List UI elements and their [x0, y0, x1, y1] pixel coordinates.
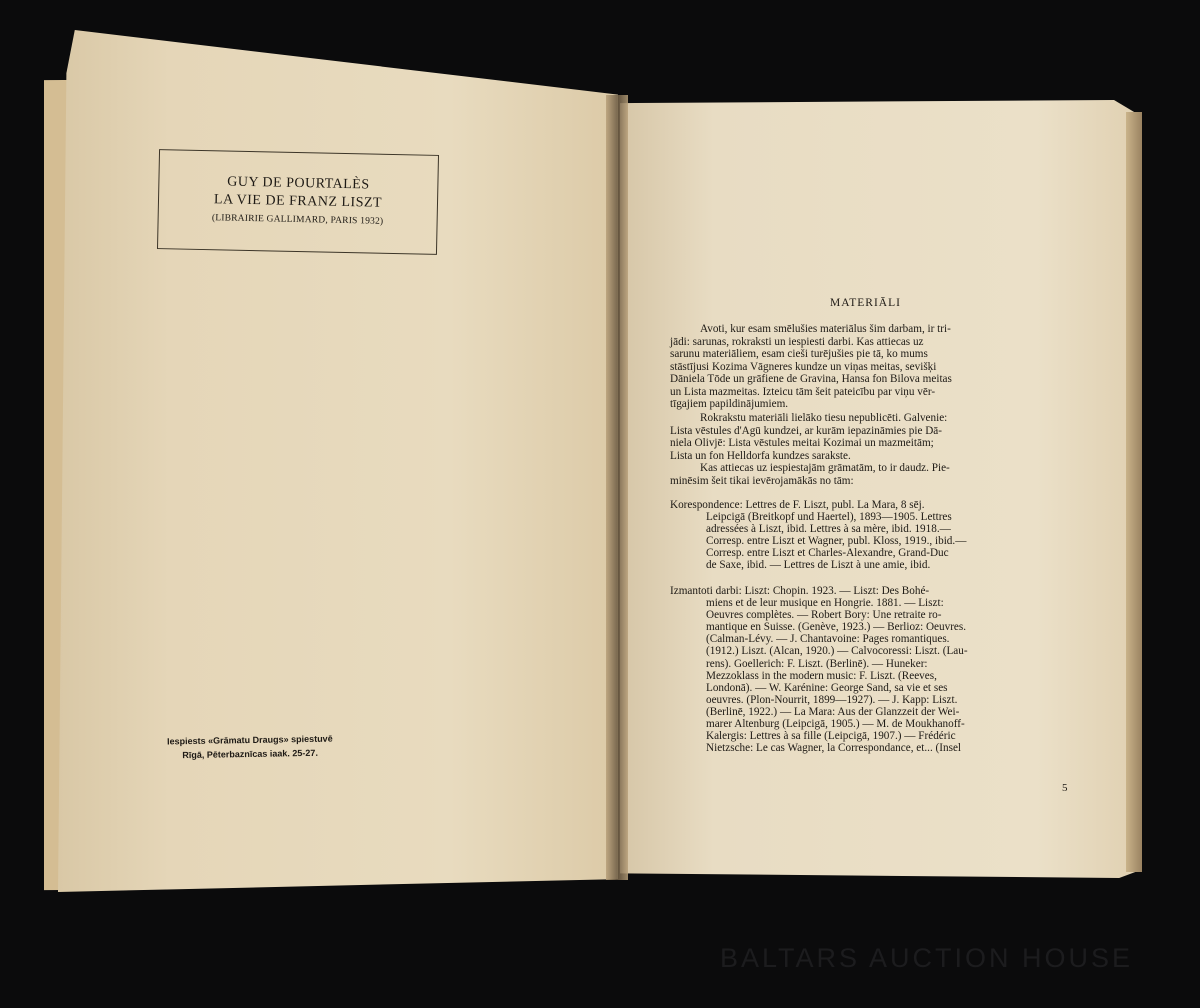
bibliography-korespondence [670, 499, 1070, 572]
text-line: (Berlinē, 1922.) — La Mara: Aus der Glanzzeit der Wei- [706, 705, 960, 718]
text-line: minēsim šeit tikai ievērojamākās no tām: [670, 474, 854, 487]
text-line: Lista vēstules d'Agū kundzei, ar kurām iepazināmies pie Dā- [670, 424, 942, 437]
bib-term: Korespondence: [670, 499, 743, 511]
text-line: adressées à Liszt, ibid. Lettres à sa mère, ibid. 1918.— [706, 523, 951, 536]
text-line: Kalergis: Lettres à sa fille (Leipcigā, 1907.) — Frédéric [706, 730, 956, 743]
text-line: miens et de leur musique en Hongrie. 1881. — Liszt: [706, 597, 944, 610]
plate-title: LA VIE DE FRANZ LISZT [213, 192, 383, 211]
bibliography-izmantoti [670, 585, 1070, 754]
watermark: BALTARS AUCTION HOUSE [720, 943, 1134, 973]
text-line: niela Olivjē: Lista vēstules meitai Kozimai un mazmeitām; [670, 437, 934, 449]
text-line: rens). Goellerich: F. Liszt. (Berlinē). — Huneker: [706, 657, 928, 670]
text-line: Kas attiecas uz iespiestajām grāmatām, to ir daudz. Pie- [700, 462, 950, 474]
text-line: Dāniela Tōde un grāfiene de Gravina, Hansa fon Bilova meitas [670, 373, 952, 385]
text-line: stāstījusi Kozima Vāgneres kundze un viņas meitas, sevišķi [670, 360, 937, 373]
printer-imprint [150, 731, 350, 762]
text-line: de Saxe, ibid. — Lettres de Liszt à une amie, ibid. [706, 559, 931, 572]
text-line: (1912.) Liszt. (Alcan, 1920.) — Calvocoressi: Liszt. (Lau- [706, 645, 968, 658]
bib-first-line: Lettres de F. Liszt, publ. La Mara, 8 sēj. [745, 499, 925, 511]
imprint-line-2: Rīgā, Pēterbaznīcas iaak. 25-27. [182, 747, 318, 761]
text-line: sarunu materiāliem, esam cieši turējušies pie tā, ko mums [670, 348, 928, 360]
paragraph-sources [670, 323, 1068, 411]
page-heading: MATERIĀLI [830, 297, 901, 309]
bib-term: Izmantoti darbi: [670, 585, 742, 597]
right-page-edge [1126, 112, 1142, 872]
bib-continuation [670, 511, 1070, 571]
text-line: Nietzsche: Le cas Wagner, la Correspondance, et... (Insel [706, 742, 962, 755]
title-plate [157, 149, 439, 255]
text-line: marer Altenburg (Leipcigā, 1905.) — M. de Moukhanoff- [706, 718, 965, 731]
plate-publisher: (LIBRAIRIE GALLIMARD, PARIS 1932) [211, 213, 384, 227]
text-line: (Calman-Lévy. — J. Chantavoine: Pages romantiques. [706, 633, 950, 646]
paragraph-manuscripts [670, 412, 1068, 462]
bib-first-line: Liszt: Chopin. 1923. — Liszt: Des Bohé- [744, 585, 930, 597]
bib-continuation [670, 597, 1070, 754]
plate-author: GUY DE POURTALÈS [227, 174, 370, 193]
text-line: Leipcigā (Breitkopf und Haertel), 1893—1905. Lettres [706, 511, 952, 524]
text-line: mantique en Suisse. (Genève, 1923.) — Berlioz: Oeuvres. [706, 621, 967, 634]
imprint-line-1: Iespiests «Grāmatu Draugs» spiestuvē [167, 733, 333, 747]
text-line: Oeuvres complètes. — Robert Bory: Une retraite ro- [706, 609, 942, 622]
text-line: Corresp. entre Liszt et Charles-Alexandre, Grand-Duc [706, 547, 949, 560]
text-line: Londonā). — W. Karénine: George Sand, sa vie et ses [706, 681, 948, 694]
text-line: Mezzoklass in the modern music: F. Liszt. (Reeves, [706, 669, 937, 682]
book-gutter [606, 95, 628, 880]
page-number: 5 [1062, 782, 1068, 794]
paragraph-printed [670, 462, 1068, 487]
right-page [620, 100, 1140, 878]
text-line: tīgajiem papildinājumiem. [670, 398, 789, 410]
text-line: Rokrakstu materiāli lielāko tiesu nepublicēti. Galvenie: [700, 412, 948, 424]
text-line: Lista un fon Helldorfa kundzes sarakste. [670, 449, 851, 462]
text-line: Corresp. entre Liszt et Wagner, publ. Kloss, 1919., ibid.— [706, 535, 967, 548]
text-line: Avoti, kur esam smēlušies materiālus šim darbam, ir tri- [700, 323, 951, 335]
text-line: oeuvres. (Plon-Nourrit, 1899—1927). — J. Kapp: Liszt. [706, 693, 958, 706]
text-line: jādi: sarunas, rokraksti un iespiesti darbi. Kas attiecas uz [670, 335, 924, 348]
text-line: un Lista mazmeitas. Izteicu tām šeit pateicību par viņu vēr- [670, 385, 936, 398]
